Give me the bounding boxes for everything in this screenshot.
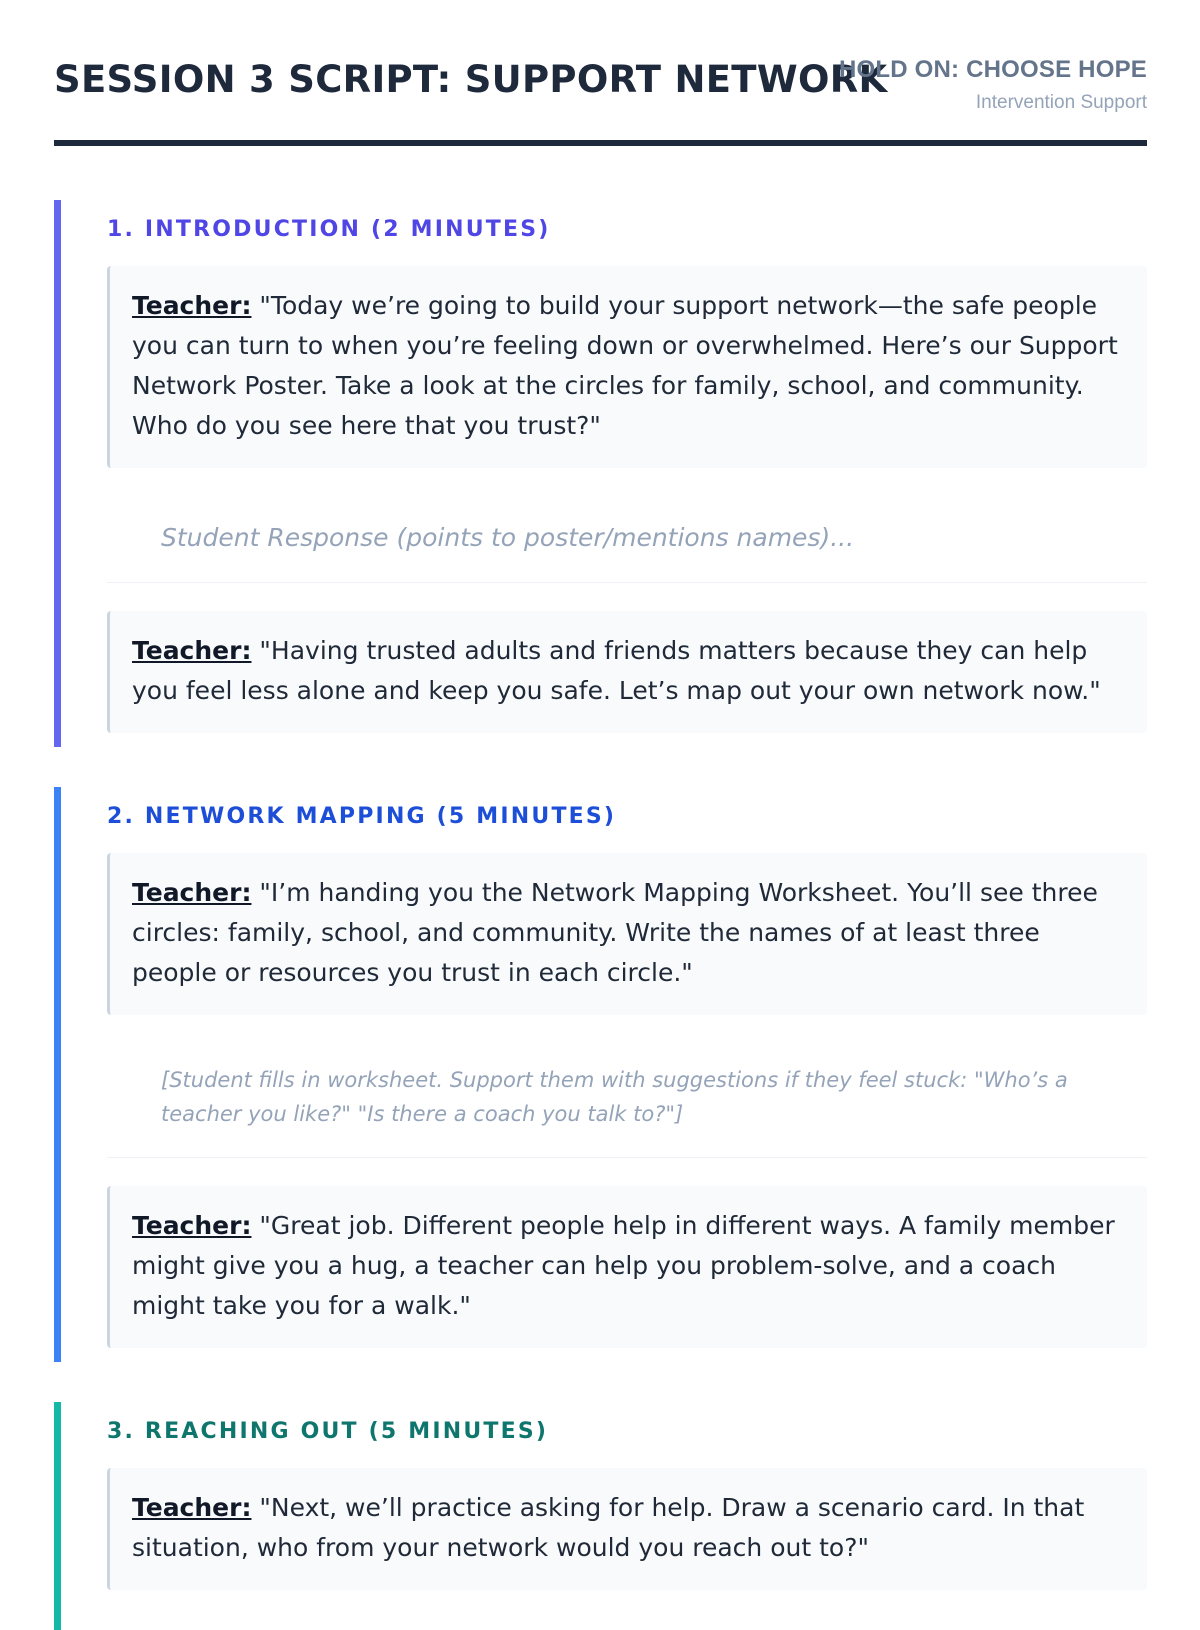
teacher-line [107,611,1147,733]
teacher-line-text: "Today we’re going to build your support network—the safe people you can turn to when you’re feeling down or overwhelmed. Here’s our Support Network Poster. Take a look at the circles for family, school, and community. Who do you see here that you trust?" [132,291,1118,440]
page-header [54,0,1147,146]
teacher-line [107,853,1147,1015]
teacher-line [107,1186,1147,1348]
teacher-line-text: "I’m handing you the Network Mapping Worksheet. You’ll see three circles: family, school, and community. Write the names of at least three people or resources you trust in each circle." [132,878,1098,987]
teacher-line-text: "Next, we’ll practice asking for help. Draw a scenario card. In that situation, who from your network would you reach out to?" [132,1493,1085,1562]
teacher-line [107,1468,1147,1590]
script-page [54,0,1147,1630]
section-network-mapping [54,787,1147,1362]
stage-direction-note: [Student fills in worksheet. Support them with suggestions if they feel stuck: "Who’s a teacher you like?" "Is there a coach you talk to?"] [107,1035,1147,1158]
teacher-label: Teacher: [132,291,252,320]
teacher-label: Teacher: [132,636,252,665]
teacher-line-text: "Having trusted adults and friends matters because they can help you feel less alone and keep you safe. Let’s map out your own network now." [132,636,1101,705]
teacher-line [107,266,1147,468]
section-reaching-out [54,1402,1147,1630]
page-title: SESSION 3 SCRIPT: SUPPORT NETWORK [54,58,888,101]
program-info [839,56,1147,114]
teacher-line-text: "Great job. Different people help in different ways. A family member might give you a hug, a teacher can help you problem-solve, and a coach might take you for a walk." [132,1211,1115,1320]
teacher-label: Teacher: [132,1211,252,1240]
program-name: HOLD ON: CHOOSE HOPE [838,56,1147,83]
teacher-label: Teacher: [132,878,252,907]
section-title: 2. NETWORK MAPPING (5 MINUTES) [107,804,617,829]
teacher-label: Teacher: [132,1493,252,1522]
section-title: 1. INTRODUCTION (2 MINUTES) [107,217,551,242]
section-title: 3. REACHING OUT (5 MINUTES) [107,1419,549,1444]
student-response-note: Student Response (points to poster/mentions names)... [107,488,1147,583]
section-introduction [54,200,1147,747]
program-subtitle: Intervention Support [975,92,1147,113]
